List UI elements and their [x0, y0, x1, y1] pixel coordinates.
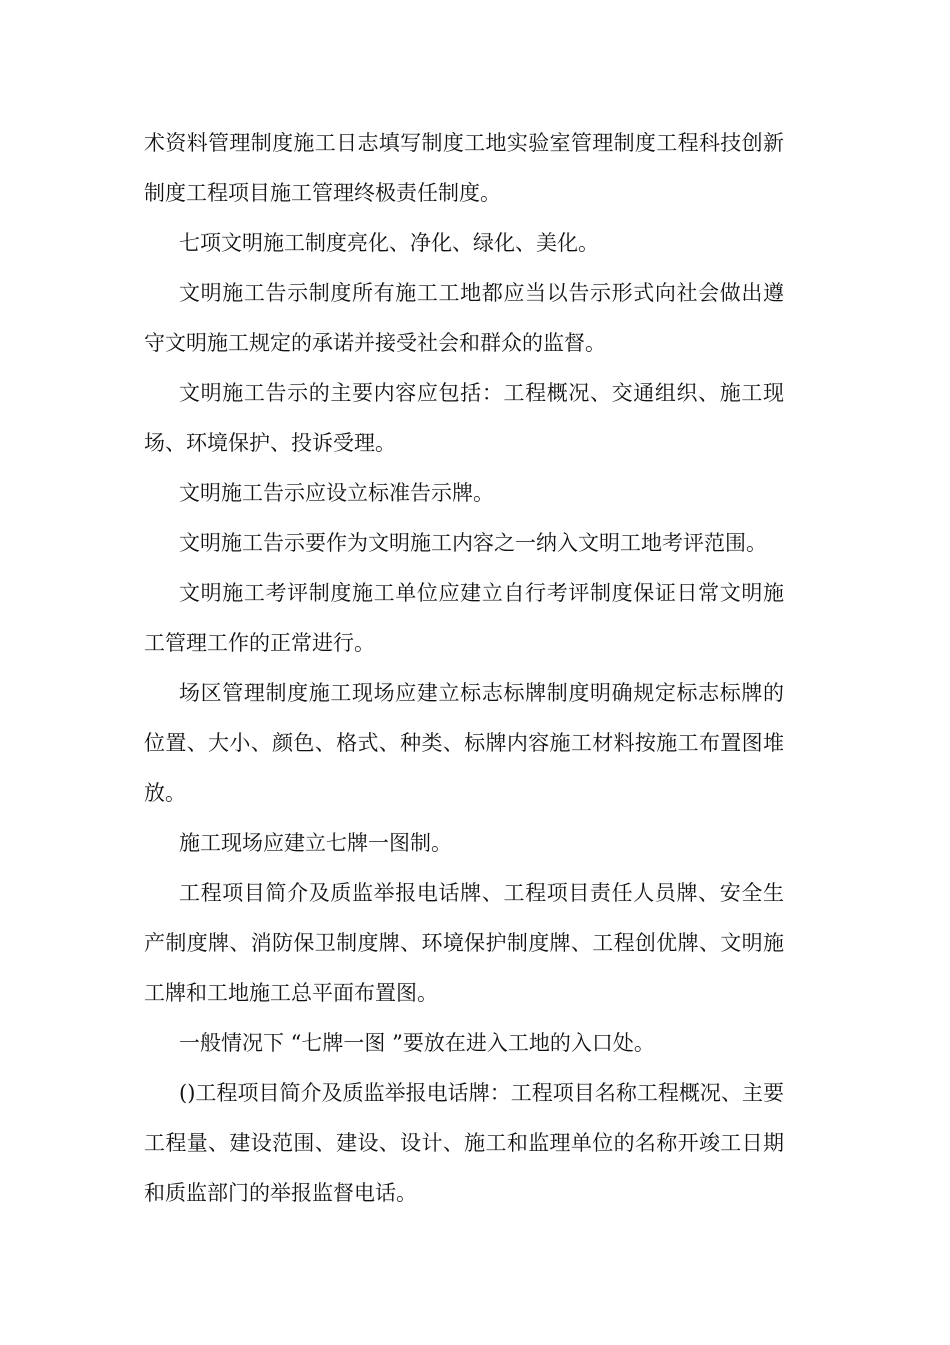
paragraph-3: 文明施工告示制度所有施工工地都应当以告示形式向社会做出遵守文明施工规定的承诺并接受社会和群众的监督。 — [144, 281, 784, 355]
document-body — [144, 118, 784, 1218]
paragraph-6: 文明施工告示要作为文明施工内容之一纳入文明工地考评范围。 — [179, 531, 767, 555]
paragraph-11: 一般情况下 “七牌一图 ”要放在进入工地的入口处。 — [179, 1031, 655, 1055]
paragraph-12: ()工程项目简介及质监举报电话牌：工程项目名称工程概况、主要工程量、建设范围、建设、设计、施工和监理单位的名称开竣工日期和质监部门的举报监督电话。 — [144, 1081, 784, 1205]
paragraph-2: 七项文明施工制度亮化、净化、绿化、美化。 — [179, 231, 599, 255]
paragraph-1: 术资料管理制度施工日志填写制度工地实验室管理制度工程科技创新制度工程项目施工管理终极责任制度。 — [144, 131, 784, 205]
paragraph-8: 场区管理制度施工现场应建立标志标牌制度明确规定标志标牌的位置、大小、颜色、格式、种类、标牌内容施工材料按施工布置图堆放。 — [144, 681, 784, 805]
paragraph-5: 文明施工告示应设立标准告示牌。 — [179, 481, 494, 505]
paragraph-4: 文明施工告示的主要内容应包括：工程概况、交通组织、施工现场、环境保护、投诉受理。 — [144, 381, 784, 455]
paragraph-10: 工程项目简介及质监举报电话牌、工程项目责任人员牌、安全生产制度牌、消防保卫制度牌、环境保护制度牌、工程创优牌、文明施工牌和工地施工总平面布置图。 — [144, 881, 784, 1005]
paragraph-7: 文明施工考评制度施工单位应建立自行考评制度保证日常文明施工管理工作的正常进行。 — [144, 581, 784, 655]
paragraph-9: 施工现场应建立七牌一图制。 — [179, 831, 452, 855]
